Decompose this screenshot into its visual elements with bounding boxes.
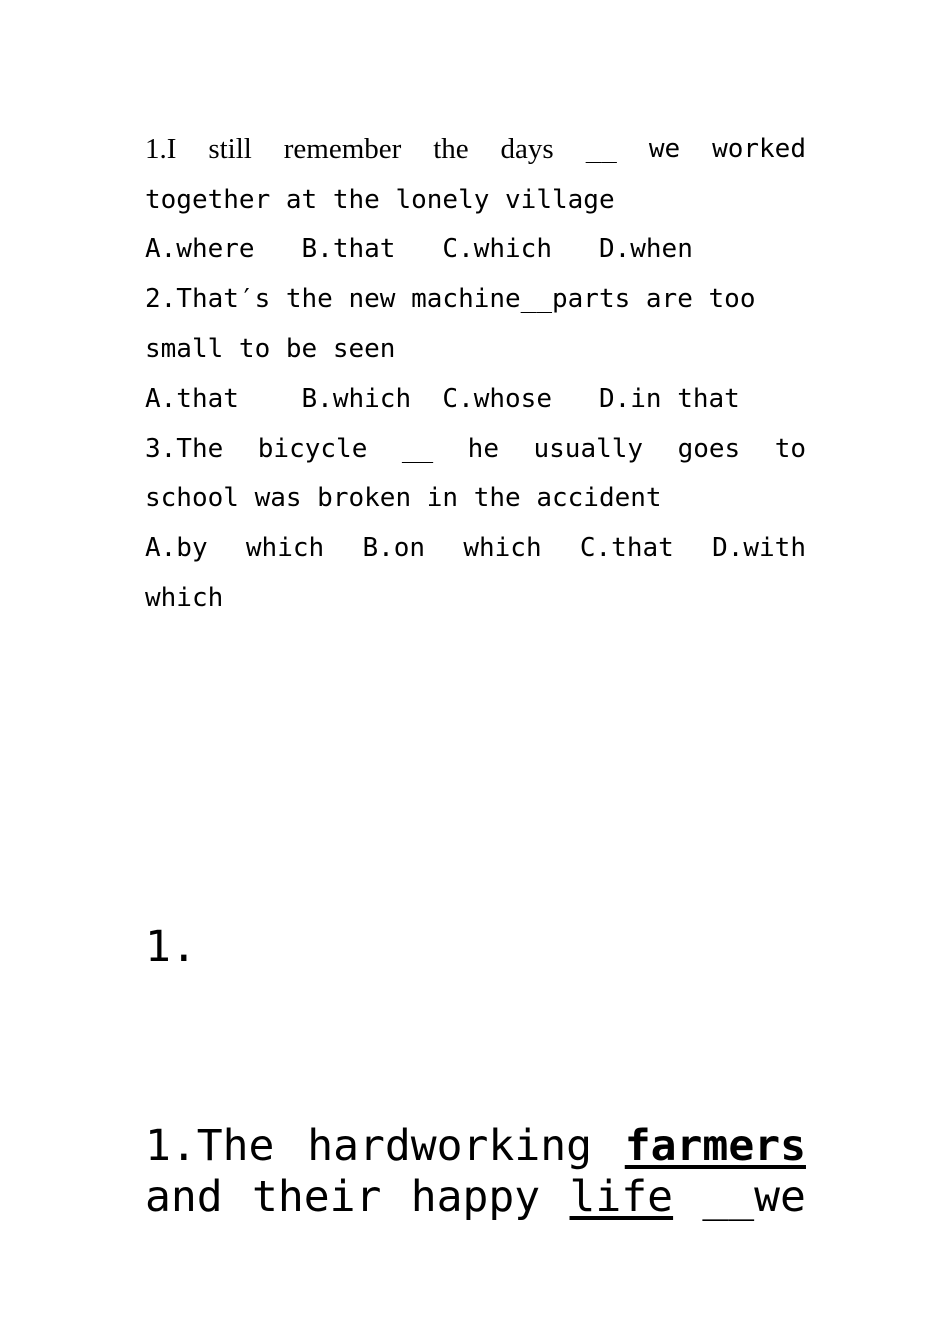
question-3-word: bicycle	[257, 434, 368, 464]
section-three-word-underlined: life	[569, 1172, 674, 1222]
question-3-stem	[145, 432, 806, 466]
question-3-option-part: which	[245, 533, 325, 563]
question-3-word: usually	[533, 434, 644, 464]
question-3-blank: __	[401, 434, 434, 464]
question-1-stem-continued: together at the lonely village	[145, 185, 615, 215]
question-3-word: goes	[677, 434, 741, 464]
question-2-stem-continued: small to be seen	[145, 334, 396, 364]
section-three-line-2	[145, 1171, 806, 1223]
question-3-option-part: C.that	[579, 533, 674, 563]
question-1-options: A.where B.that C.which D.when	[145, 234, 693, 264]
question-3-word: 3.The	[145, 434, 224, 464]
question-2-stem: 2.That′s the new machine__parts are too	[145, 284, 756, 314]
question-3-word: he	[467, 434, 499, 464]
question-3-stem-continued: school was broken in the accident	[145, 483, 662, 513]
section-three-word: 1.The	[145, 1121, 275, 1171]
section-three-word: __we	[702, 1172, 806, 1222]
question-3-options-continued: which	[145, 583, 224, 613]
question-1-blank: __	[585, 134, 617, 164]
section-three-line-1	[145, 1120, 806, 1172]
question-1-word: days	[500, 133, 554, 165]
section-three-word: their	[251, 1172, 382, 1222]
question-1-word: still	[208, 133, 252, 165]
question-2-options: A.that B.which C.whose D.in that	[145, 384, 740, 414]
question-3-option-part: D.with	[712, 533, 806, 563]
question-1-word: worked	[712, 134, 806, 164]
question-1-stem	[145, 132, 806, 166]
question-1-word: the	[433, 133, 469, 165]
question-3-option-part: which	[463, 533, 542, 563]
section-three-word: and	[145, 1172, 223, 1222]
question-1-word: remember	[283, 133, 402, 165]
question-1-word: 1.I	[145, 133, 177, 165]
question-3-option-part: A.by	[145, 533, 208, 563]
section-three-word: happy	[410, 1172, 541, 1222]
question-3-options	[145, 531, 806, 565]
question-1-word: we	[648, 134, 681, 164]
question-3-option-part: B.on	[362, 533, 426, 563]
question-3-word: to	[774, 434, 806, 464]
section-three-word: hardworking	[307, 1121, 592, 1171]
section-two-number: 1.	[145, 922, 197, 972]
section-three-word-underlined: farmers	[624, 1121, 806, 1171]
